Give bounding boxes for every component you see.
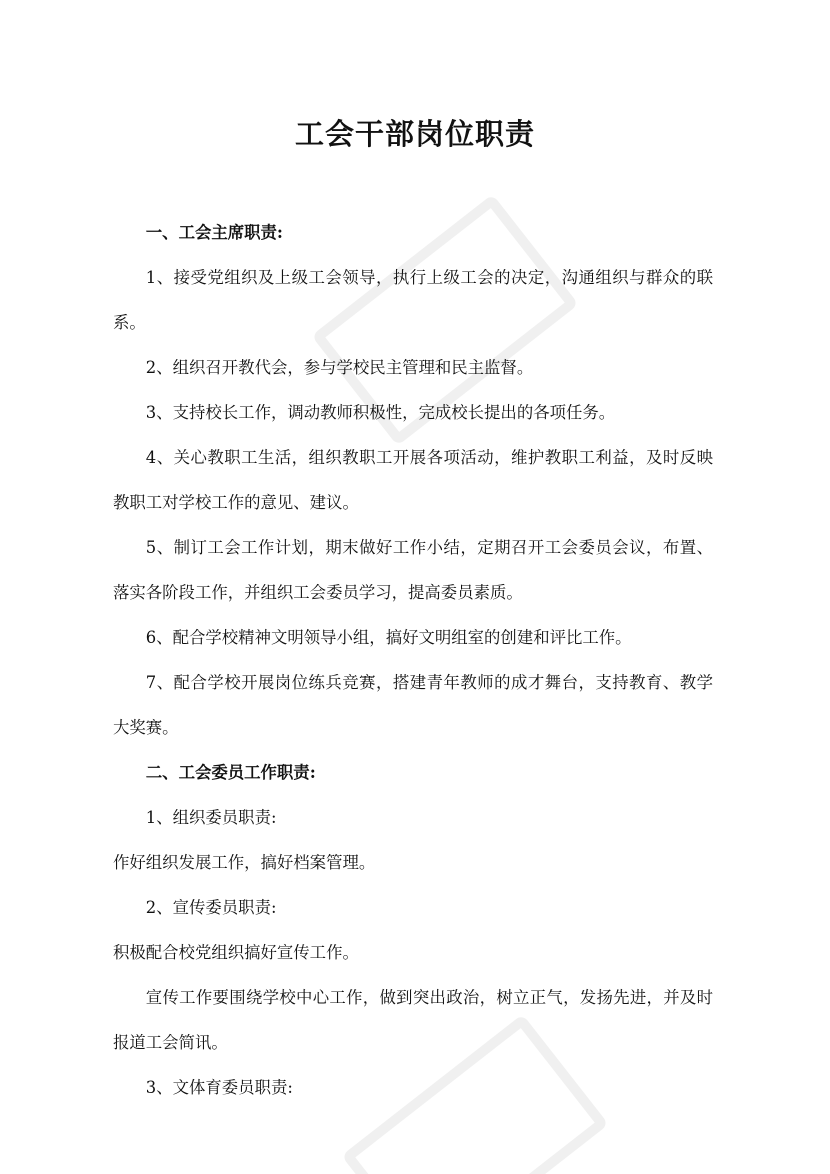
paragraph: 3、文体育委员职责:: [145, 1078, 293, 1097]
paragraph: 6、配合学校精神文明领导小组，搞好文明组室的创建和评比工作。: [145, 628, 632, 647]
paragraph: 1、接受党组织及上级工会领导，执行上级工会的决定，沟通组织与群众的联系。: [113, 268, 713, 332]
paragraph: 作好组织发展工作，搞好档案管理。: [113, 853, 376, 872]
paragraph: 5、制订工会工作计划，期末做好工作小结，定期召开工会委员会议，布置、落实各阶段工作，并组织工会委员学习，提高委员素质。: [113, 538, 713, 602]
section-heading: 二、工会委员工作职责:: [145, 763, 316, 782]
paragraph: 7、配合学校开展岗位练兵竞赛，搭建青年教师的成才舞台，支持教育、教学大奖赛。: [113, 673, 713, 737]
paragraph: 积极配合校党组织搞好宣传工作。: [113, 943, 359, 962]
paragraph: 宣传工作要围绕学校中心工作，做到突出政治，树立正气，发扬先进，并及时报道工会简讯。: [113, 988, 713, 1052]
paragraph: 2、宣传委员职责:: [145, 898, 277, 917]
document-title: 工会干部岗位职责: [294, 117, 535, 151]
document-body: [113, 210, 713, 1110]
paragraph: 2、组织召开教代会，参与学校民主管理和民主监督。: [145, 358, 534, 377]
paragraph: 3、支持校长工作，调动教师积极性，完成校长提出的各项任务。: [145, 403, 616, 422]
section-heading: 一、工会主席职责:: [145, 223, 283, 242]
paragraph: 4、关心教职工生活，组织教职工开展各项活动，维护教职工利益，及时反映教职工对学校工作的意见、建议。: [113, 448, 713, 512]
paragraph: 1、组织委员职责:: [145, 808, 277, 827]
